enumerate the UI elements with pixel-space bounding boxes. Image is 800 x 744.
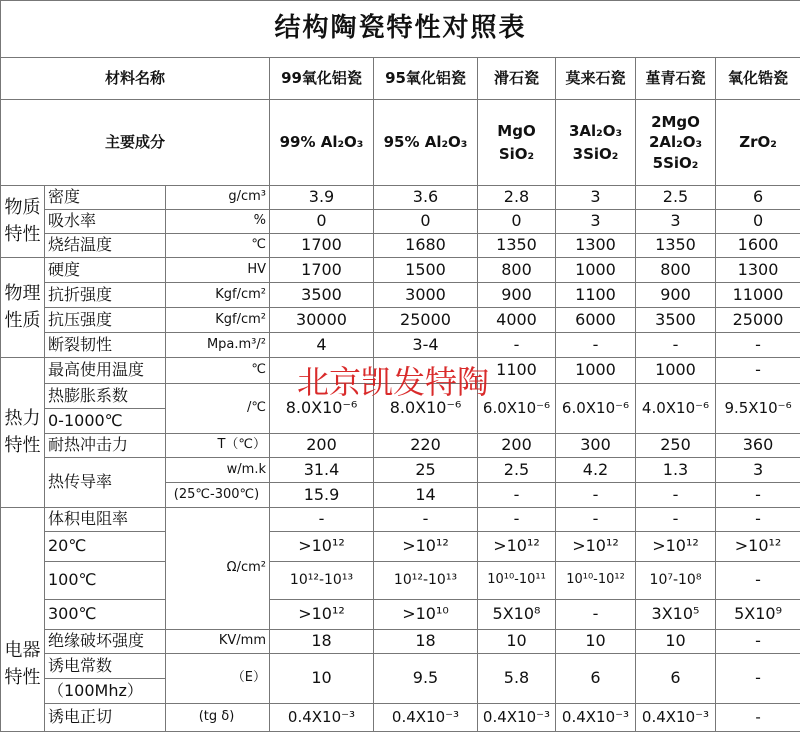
value-cell: - [556,600,636,630]
value-cell: 1500 [374,258,478,283]
value-cell: 0.4X10⁻³ [636,704,716,732]
value-cell: 31.4 [270,458,374,483]
value-cell: - [636,483,716,508]
category-electrical: 电器 特性 [1,508,45,732]
value-cell: - [716,704,800,732]
value-cell: 3.6 [374,186,478,210]
value-cell: 25 [374,458,478,483]
value-cell: - [556,483,636,508]
prop-name: 抗压强度 [45,308,166,333]
value-cell: 3500 [270,283,374,308]
value-cell: >10¹² [556,532,636,562]
value-cell: 1300 [556,234,636,258]
prop-unit: /℃ [166,384,270,434]
value-cell: 10 [270,654,374,704]
value-cell [270,358,374,384]
value-cell: 200 [270,434,374,458]
value-cell: - [556,333,636,358]
category-physical: 物质 特性 [1,186,45,258]
prop-name: 诱电常数 [45,654,166,679]
value-cell: 10¹⁰-10¹¹ [478,562,556,600]
value-cell: 10¹²-10¹³ [374,562,478,600]
prop-unit: g/cm³ [166,186,270,210]
value-cell: 800 [636,258,716,283]
value-cell: 4.2 [556,458,636,483]
value-cell: 3 [636,210,716,234]
prop-name: 耐热冲击力 [45,434,166,458]
composition-label: 主要成分 [1,100,270,186]
value-cell: - [716,562,800,600]
value-cell: - [270,508,374,532]
value-cell: 3 [556,210,636,234]
prop-name: 烧结温度 [45,234,166,258]
value-cell: 10 [556,630,636,654]
prop-name: 绝缘破坏强度 [45,630,166,654]
value-cell: 0 [716,210,800,234]
value-cell: 2.8 [478,186,556,210]
value-cell: - [478,483,556,508]
value-cell: - [716,630,800,654]
value-cell: 25000 [374,308,478,333]
value-cell: 1700 [270,258,374,283]
value-cell: - [636,508,716,532]
value-cell: - [478,508,556,532]
value-cell: 6 [556,654,636,704]
value-cell: 6 [636,654,716,704]
prop-name: 诱电正切 [45,704,166,732]
value-cell: 900 [478,283,556,308]
value-cell: 0 [270,210,374,234]
value-cell: 10¹⁰-10¹² [556,562,636,600]
value-cell: 3.9 [270,186,374,210]
value-cell: 10 [636,630,716,654]
value-cell: 3000 [374,283,478,308]
value-cell: 30000 [270,308,374,333]
prop-name: 100℃ [45,562,166,600]
value-cell: 250 [636,434,716,458]
value-cell: 0.4X10⁻³ [374,704,478,732]
value-cell: 3500 [636,308,716,333]
value-cell: 1000 [636,358,716,384]
value-cell: >10¹² [270,532,374,562]
value-cell: 5X10⁹ [716,600,800,630]
value-cell: 1000 [556,358,636,384]
prop-name: 抗折强度 [45,283,166,308]
prop-unit: KV/mm [166,630,270,654]
prop-name: 断裂韧性 [45,333,166,358]
value-cell: 6.0X10⁻⁶ [478,384,556,434]
prop-unit: （E） [166,654,270,704]
value-cell: 18 [374,630,478,654]
value-cell: 18 [270,630,374,654]
prop-unit: Ω/cm² [166,508,270,630]
value-cell: 10⁷-10⁸ [636,562,716,600]
value-cell: - [374,508,478,532]
value-cell: 5X10⁸ [478,600,556,630]
category-thermal: 热力 特性 [1,358,45,508]
value-cell: 3 [716,458,800,483]
value-cell: 2.5 [478,458,556,483]
prop-unit: Kgf/cm² [166,308,270,333]
material-name-label: 材料名称 [1,58,270,100]
table-title: 结构陶瓷特性对照表 [1,1,800,58]
value-cell: 1100 [556,283,636,308]
value-cell: 0.4X10⁻³ [556,704,636,732]
value-cell: 8.0X10⁻⁶ [374,384,478,434]
value-cell: 9.5X10⁻⁶ [716,384,800,434]
material-header: 99氧化铝瓷 [270,58,374,100]
value-cell: 14 [374,483,478,508]
prop-name: 硬度 [45,258,166,283]
composition-cell: 95% Al₂O₃ [374,100,478,186]
value-cell: - [716,483,800,508]
prop-name: 体积电阻率 [45,508,166,532]
value-cell: 1350 [478,234,556,258]
value-cell: >10¹² [270,600,374,630]
value-cell [374,358,478,384]
value-cell: - [478,333,556,358]
material-header: 滑石瓷 [478,58,556,100]
prop-name: 最高使用温度 [45,358,166,384]
value-cell: - [556,508,636,532]
prop-name-sub: 0-1000℃ [45,409,166,434]
prop-name: 密度 [45,186,166,210]
value-cell: 200 [478,434,556,458]
material-header: 氧化锆瓷 [716,58,800,100]
value-cell: 900 [636,283,716,308]
value-cell: - [716,508,800,532]
value-cell: 1300 [716,258,800,283]
composition-cell: ZrO₂ [716,100,800,186]
material-header: 莫来石瓷 [556,58,636,100]
value-cell: 15.9 [270,483,374,508]
composition-cell: 99% Al₂O₃ [270,100,374,186]
value-cell: 6000 [556,308,636,333]
value-cell: 6.0X10⁻⁶ [556,384,636,434]
watermark-text: 北京凯发特陶 [297,363,490,401]
value-cell: >10¹² [716,532,800,562]
material-header: 95氧化铝瓷 [374,58,478,100]
prop-name: 热传导率 [45,458,166,508]
composition-cell: MgO SiO₂ [478,100,556,186]
value-cell: - [716,333,800,358]
prop-unit: w/m.k [166,458,270,483]
prop-unit: (tg δ) [166,704,270,732]
value-cell: >10¹² [636,532,716,562]
value-cell: - [716,654,800,704]
value-cell: 1100 [478,358,556,384]
value-cell: 11000 [716,283,800,308]
value-cell: 3X10⁵ [636,600,716,630]
value-cell: >10¹² [374,532,478,562]
value-cell: 220 [374,434,478,458]
value-cell: 0 [374,210,478,234]
prop-unit: ℃ [166,234,270,258]
value-cell: 1700 [270,234,374,258]
value-cell: 10¹²-10¹³ [270,562,374,600]
prop-unit: HV [166,258,270,283]
category-mechanical: 物理 性质 [1,258,45,358]
value-cell: - [716,358,800,384]
value-cell: 360 [716,434,800,458]
composition-cell: 2MgO 2Al₂O₃ 5SiO₂ [636,100,716,186]
value-cell: 10 [478,630,556,654]
prop-unit: ℃ [166,358,270,384]
prop-unit: (25℃-300℃) [166,483,270,508]
prop-name: 吸水率 [45,210,166,234]
value-cell: 8.0X10⁻⁶ [270,384,374,434]
prop-name: 热膨胀系数 [45,384,166,409]
prop-name: 20℃ [45,532,166,562]
value-cell: 4 [270,333,374,358]
prop-unit: % [166,210,270,234]
value-cell: 0.4X10⁻³ [270,704,374,732]
value-cell: >10¹⁰ [374,600,478,630]
value-cell: 9.5 [374,654,478,704]
value-cell: 0 [478,210,556,234]
prop-unit: Kgf/cm² [166,283,270,308]
prop-unit: Mpa.m³/² [166,333,270,358]
value-cell: 1680 [374,234,478,258]
value-cell: 6 [716,186,800,210]
value-cell: 2.5 [636,186,716,210]
value-cell: 4.0X10⁻⁶ [636,384,716,434]
composition-cell: 3Al₂O₃ 3SiO₂ [556,100,636,186]
value-cell: 5.8 [478,654,556,704]
value-cell: - [636,333,716,358]
material-header: 堇青石瓷 [636,58,716,100]
value-cell: 1000 [556,258,636,283]
value-cell: >10¹² [478,532,556,562]
value-cell: 4000 [478,308,556,333]
value-cell: 0.4X10⁻³ [478,704,556,732]
value-cell: 25000 [716,308,800,333]
prop-name: 300℃ [45,600,166,630]
value-cell: 1600 [716,234,800,258]
value-cell: 1350 [636,234,716,258]
prop-name-sub: （100Mhz） [45,679,166,704]
value-cell: 3-4 [374,333,478,358]
value-cell: 3 [556,186,636,210]
value-cell: 1.3 [636,458,716,483]
value-cell: 800 [478,258,556,283]
value-cell: 300 [556,434,636,458]
prop-unit: T（℃） [166,434,270,458]
